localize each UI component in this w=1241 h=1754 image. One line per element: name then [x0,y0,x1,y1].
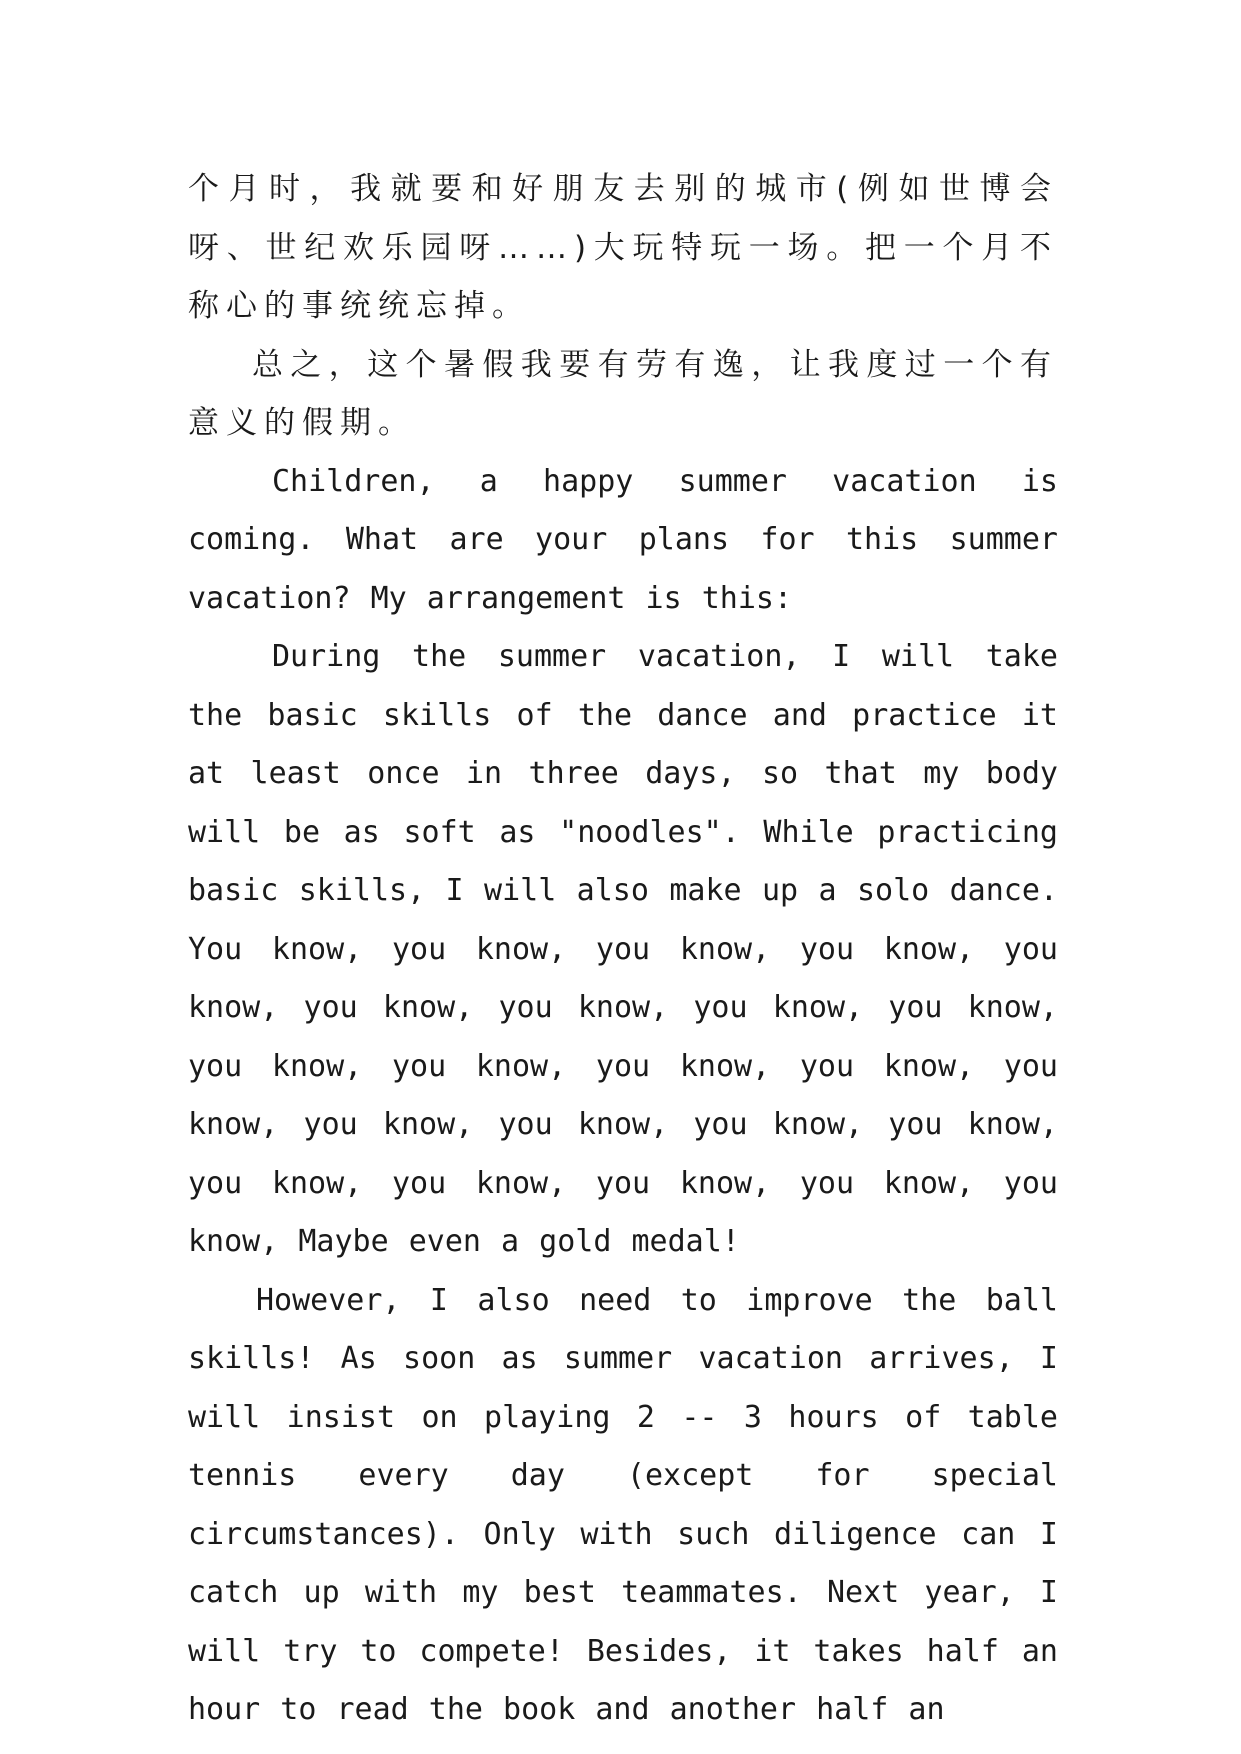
paragraph-english-dance: During the summer vacation, I will take the basic skills of the dance and practice it at least once in three days, so that my body will be as soft as "noodles". While practicing basic skills, I will also make up a solo dance. You know, you know, you know, you know, you know, you know, you know, you know, you know, you know, you know, you know, you know, you know, you know, you know, you know, you know, you know, you know, you know, you know, you know, Maybe even a gold medal! [188,639,1058,1259]
paragraph-chinese-2: 总之，这个暑假我要有劳有逸，让我度过一个有意义的假期。 [188,346,1058,441]
paragraph-chinese-1: 个月时，我就要和好朋友去别的城市(例如世博会呀、世纪欢乐园呀……)大玩特玩一场。把一个月不称心的事统统忘掉。 [188,171,1058,324]
paragraph-english-intro: Children, a happy summer vacation is coming. What are your plans for this summer vacation? My arrangement is this: [188,463,1058,616]
document-body [188,160,1058,1740]
paragraph-english-ball-skills: However, I also need to improve the ball skills! As soon as summer vacation arrives, I will insist on playing 2 -- 3 hours of table tennis every day (except for special circumstances). Only with such diligence can I catch up with my best teammates. Next year, I will try to compete! Besides, it takes half an hour to read the book and another half an [188,1282,1058,1727]
